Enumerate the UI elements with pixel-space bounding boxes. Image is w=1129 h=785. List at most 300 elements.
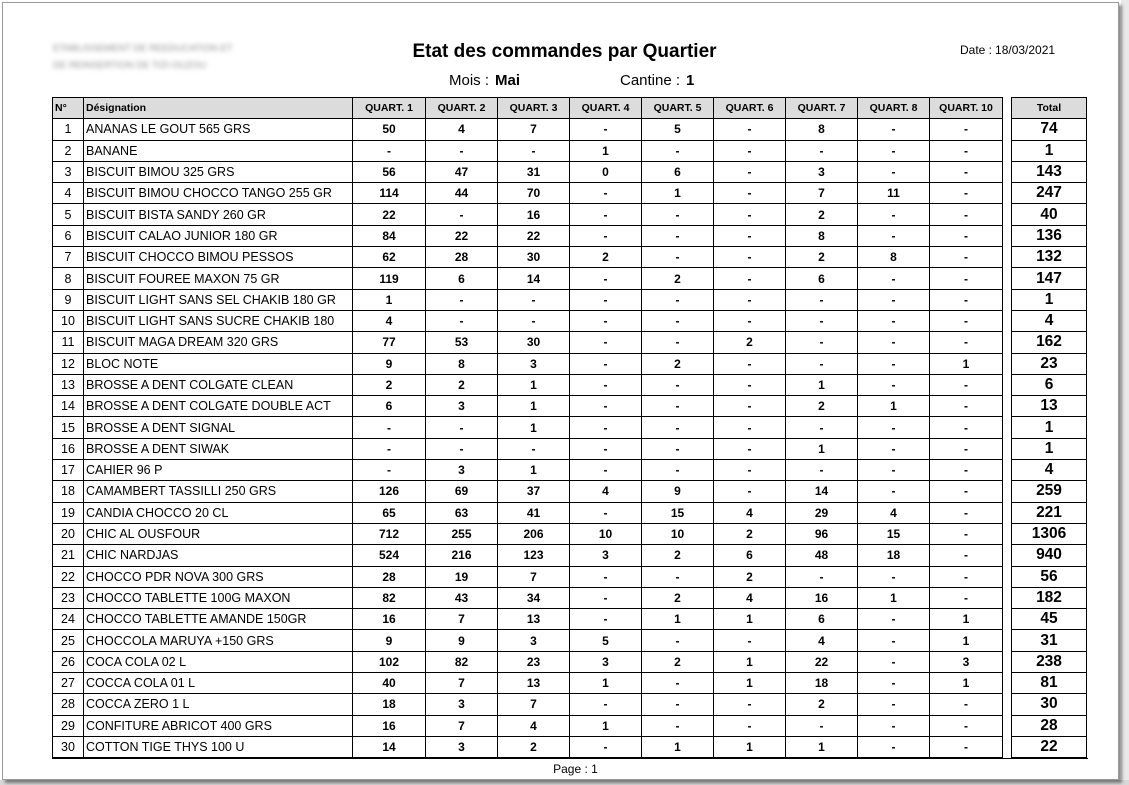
total-row (1012, 673, 1087, 694)
row-quart-value: - (858, 417, 930, 438)
row-quart-value: 1 (930, 353, 1003, 374)
row-quart-value: - (714, 374, 786, 395)
row-quart-value: - (858, 673, 930, 694)
row-quart-value: 16 (353, 715, 426, 736)
row-quart-value: 2 (642, 268, 714, 289)
row-designation: CHOCCO TABLETTE AMANDE 150GR (84, 609, 353, 630)
row-quart-value: 1 (498, 417, 570, 438)
table-row (53, 161, 1003, 182)
row-quart-value: - (930, 502, 1003, 523)
row-quart-value: 1 (930, 630, 1003, 651)
row-total: 1306 (1012, 523, 1087, 544)
row-quart-value: 8 (426, 353, 498, 374)
totals-header-row (1012, 98, 1087, 119)
row-quart-value: - (930, 736, 1003, 757)
row-number: 11 (53, 332, 84, 353)
row-quart-value: - (930, 268, 1003, 289)
row-quart-value: 48 (786, 545, 858, 566)
total-row (1012, 417, 1087, 438)
header-total: Total (1012, 98, 1087, 119)
row-quart-value: 8 (786, 225, 858, 246)
row-quart-value: - (642, 332, 714, 353)
row-total: 45 (1012, 609, 1087, 630)
row-quart-value: - (570, 268, 642, 289)
total-row (1012, 310, 1087, 331)
row-quart-value: 1 (714, 609, 786, 630)
row-quart-value: - (714, 183, 786, 204)
row-quart-value: - (858, 161, 930, 182)
row-designation: ANANAS LE GOUT 565 GRS (84, 119, 353, 140)
row-quart-value: 63 (426, 502, 498, 523)
total-row (1012, 715, 1087, 736)
row-total: 4 (1012, 310, 1087, 331)
row-quart-value: 13 (498, 609, 570, 630)
row-quart-value: - (930, 332, 1003, 353)
row-number: 15 (53, 417, 84, 438)
row-quart-value: - (570, 204, 642, 225)
row-quart-value: - (426, 417, 498, 438)
row-number: 26 (53, 651, 84, 672)
row-quart-value: - (858, 736, 930, 757)
row-quart-value: - (570, 609, 642, 630)
row-quart-value: 1 (498, 396, 570, 417)
row-quart-value: - (786, 715, 858, 736)
row-total: 31 (1012, 630, 1087, 651)
row-quart-value: 2 (786, 247, 858, 268)
row-quart-value: 1 (498, 460, 570, 481)
row-quart-value: - (858, 481, 930, 502)
table-row (53, 715, 1003, 736)
row-number: 30 (53, 736, 84, 757)
row-number: 3 (53, 161, 84, 182)
row-total: 143 (1012, 161, 1087, 182)
row-total: 259 (1012, 481, 1087, 502)
row-quart-value: 1 (498, 374, 570, 395)
row-quart-value: - (786, 332, 858, 353)
row-number: 9 (53, 289, 84, 310)
row-quart-value: - (642, 417, 714, 438)
row-number: 23 (53, 587, 84, 608)
row-quart-value: - (714, 715, 786, 736)
row-designation: BISCUIT MAGA DREAM 320 GRS (84, 332, 353, 353)
row-quart-value: 53 (426, 332, 498, 353)
viewer-background-right (1121, 0, 1129, 785)
report-date (960, 43, 1055, 57)
row-quart-value: 29 (786, 502, 858, 523)
header-num: N° (53, 98, 84, 119)
total-row (1012, 630, 1087, 651)
row-number: 24 (53, 609, 84, 630)
row-quart-value: - (930, 140, 1003, 161)
row-designation: CHIC NARDJAS (84, 545, 353, 566)
row-quart-value: 4 (714, 587, 786, 608)
row-quart-value: 1 (714, 736, 786, 757)
table-row (53, 566, 1003, 587)
row-quart-value: 4 (426, 119, 498, 140)
row-total: 56 (1012, 566, 1087, 587)
row-quart-value: - (858, 310, 930, 331)
row-total: 147 (1012, 268, 1087, 289)
row-number: 28 (53, 694, 84, 715)
row-quart-value: 69 (426, 481, 498, 502)
row-quart-value: 47 (426, 161, 498, 182)
total-row (1012, 460, 1087, 481)
row-quart-value: 13 (498, 673, 570, 694)
row-number: 21 (53, 545, 84, 566)
row-quart-value: 1 (642, 183, 714, 204)
total-row (1012, 396, 1087, 417)
row-quart-value: - (642, 310, 714, 331)
row-quart-value: 10 (570, 523, 642, 544)
total-row (1012, 502, 1087, 523)
row-quart-value: - (426, 289, 498, 310)
table-row (53, 332, 1003, 353)
row-total: 162 (1012, 332, 1087, 353)
row-quart-value: - (570, 417, 642, 438)
header-quart: QUART. 1 (353, 98, 426, 119)
row-quart-value: 2 (426, 374, 498, 395)
row-quart-value: 28 (426, 247, 498, 268)
row-quart-value: 50 (353, 119, 426, 140)
row-quart-value: 14 (498, 268, 570, 289)
row-number: 17 (53, 460, 84, 481)
row-quart-value: 6 (353, 396, 426, 417)
table-row (53, 736, 1003, 757)
page-label: Page : (553, 762, 588, 776)
row-quart-value: - (714, 438, 786, 459)
row-quart-value: - (570, 353, 642, 374)
table-row (53, 119, 1003, 140)
row-quart-value: 82 (426, 651, 498, 672)
table-row (53, 609, 1003, 630)
total-row (1012, 736, 1087, 757)
row-quart-value: - (786, 140, 858, 161)
table-row (53, 523, 1003, 544)
row-quart-value: - (714, 460, 786, 481)
row-designation: BANANE (84, 140, 353, 161)
row-total: 1 (1012, 417, 1087, 438)
row-total: 1 (1012, 438, 1087, 459)
row-quart-value: 14 (353, 736, 426, 757)
row-quart-value: 1 (570, 673, 642, 694)
row-quart-value: 84 (353, 225, 426, 246)
row-quart-value: - (714, 268, 786, 289)
table-row (53, 460, 1003, 481)
row-quart-value: - (858, 609, 930, 630)
row-quart-value: 6 (786, 268, 858, 289)
footer-divider (52, 758, 1088, 759)
row-quart-value: - (930, 183, 1003, 204)
table-row (53, 481, 1003, 502)
total-row (1012, 481, 1087, 502)
row-number: 29 (53, 715, 84, 736)
row-number: 4 (53, 183, 84, 204)
table-row (53, 545, 1003, 566)
row-quart-value: 7 (498, 566, 570, 587)
row-quart-value: - (570, 225, 642, 246)
row-quart-value: 62 (353, 247, 426, 268)
page-number (0, 762, 1129, 776)
row-designation: CONFITURE ABRICOT 400 GRS (84, 715, 353, 736)
row-number: 13 (53, 374, 84, 395)
row-designation: BISCUIT CALAO JUNIOR 180 GR (84, 225, 353, 246)
viewer-background-bottom (0, 780, 1129, 785)
total-row (1012, 545, 1087, 566)
row-quart-value: 34 (498, 587, 570, 608)
total-row (1012, 374, 1087, 395)
total-row (1012, 438, 1087, 459)
row-quart-value: 2 (786, 396, 858, 417)
total-row (1012, 183, 1087, 204)
row-number: 10 (53, 310, 84, 331)
row-quart-value: - (570, 183, 642, 204)
row-quart-value: 1 (570, 140, 642, 161)
row-quart-value: - (714, 204, 786, 225)
total-row (1012, 694, 1087, 715)
row-quart-value: - (930, 523, 1003, 544)
row-number: 14 (53, 396, 84, 417)
row-quart-value: 1 (858, 587, 930, 608)
total-row (1012, 651, 1087, 672)
row-quart-value: - (858, 651, 930, 672)
row-quart-value: 102 (353, 651, 426, 672)
row-quart-value: - (930, 310, 1003, 331)
total-row (1012, 587, 1087, 608)
row-quart-value: 31 (498, 161, 570, 182)
row-quart-value: 82 (353, 587, 426, 608)
row-quart-value: - (570, 502, 642, 523)
row-total: 136 (1012, 225, 1087, 246)
table-row (53, 225, 1003, 246)
row-quart-value: 3 (498, 353, 570, 374)
total-row (1012, 523, 1087, 544)
row-quart-value: - (426, 310, 498, 331)
row-quart-value: 23 (498, 651, 570, 672)
row-quart-value: 28 (353, 566, 426, 587)
row-number: 7 (53, 247, 84, 268)
header-quart: QUART. 7 (786, 98, 858, 119)
row-quart-value: 1 (786, 736, 858, 757)
row-quart-value: 18 (786, 673, 858, 694)
row-designation: BISCUIT BIMOU 325 GRS (84, 161, 353, 182)
row-quart-value: - (426, 438, 498, 459)
row-quart-value: 2 (642, 587, 714, 608)
header-quart: QUART. 6 (714, 98, 786, 119)
row-quart-value: 3 (570, 651, 642, 672)
table-row (53, 630, 1003, 651)
header-quart: QUART. 2 (426, 98, 498, 119)
row-total: 81 (1012, 673, 1087, 694)
row-quart-value: 2 (642, 651, 714, 672)
row-quart-value: - (858, 204, 930, 225)
row-quart-value: 18 (858, 545, 930, 566)
row-quart-value: - (570, 566, 642, 587)
row-quart-value: 123 (498, 545, 570, 566)
mois-field (449, 72, 520, 89)
row-quart-value: 2 (714, 523, 786, 544)
row-quart-value: 2 (642, 353, 714, 374)
row-quart-value: - (930, 396, 1003, 417)
row-designation: BROSSE A DENT COLGATE CLEAN (84, 374, 353, 395)
row-quart-value: - (930, 460, 1003, 481)
row-quart-value: - (570, 310, 642, 331)
row-quart-value: - (642, 396, 714, 417)
organization-line-1: ETABLISSEMENT DE REEDUCATION ET (53, 43, 233, 54)
table-row (53, 673, 1003, 694)
cantine-field (620, 72, 694, 89)
row-quart-value: - (930, 566, 1003, 587)
row-designation: BISCUIT LIGHT SANS SEL CHAKIB 180 GR (84, 289, 353, 310)
row-designation: COCA COLA 02 L (84, 651, 353, 672)
row-designation: BISCUIT LIGHT SANS SUCRE CHAKIB 180 (84, 310, 353, 331)
row-quart-value: 4 (714, 502, 786, 523)
row-quart-value: - (426, 140, 498, 161)
header-quart: QUART. 3 (498, 98, 570, 119)
report-title: Etat des commandes par Quartier (412, 41, 717, 62)
row-quart-value: - (642, 289, 714, 310)
row-quart-value: 3 (570, 545, 642, 566)
row-quart-value: 6 (642, 161, 714, 182)
row-quart-value: - (858, 694, 930, 715)
row-designation: CHOCCO PDR NOVA 300 GRS (84, 566, 353, 587)
row-quart-value: 1 (858, 396, 930, 417)
total-row (1012, 332, 1087, 353)
orders-table (52, 97, 1003, 758)
row-quart-value: 206 (498, 523, 570, 544)
row-quart-value: 14 (786, 481, 858, 502)
row-quart-value: - (570, 119, 642, 140)
row-quart-value: - (858, 332, 930, 353)
row-quart-value: 4 (786, 630, 858, 651)
row-quart-value: 7 (426, 609, 498, 630)
row-quart-value: - (930, 247, 1003, 268)
row-quart-value: - (353, 438, 426, 459)
row-total: 30 (1012, 694, 1087, 715)
row-quart-value: - (714, 630, 786, 651)
row-quart-value: 6 (426, 268, 498, 289)
row-quart-value: - (714, 225, 786, 246)
row-quart-value: 70 (498, 183, 570, 204)
row-quart-value: 16 (498, 204, 570, 225)
row-number: 19 (53, 502, 84, 523)
table-row (53, 247, 1003, 268)
row-quart-value: - (858, 353, 930, 374)
row-quart-value: 4 (353, 310, 426, 331)
row-number: 8 (53, 268, 84, 289)
row-quart-value: 77 (353, 332, 426, 353)
row-designation: BROSSE A DENT COLGATE DOUBLE ACT (84, 396, 353, 417)
row-quart-value: 3 (498, 630, 570, 651)
total-row (1012, 204, 1087, 225)
row-quart-value: - (858, 374, 930, 395)
row-quart-value: - (642, 715, 714, 736)
table-row (53, 502, 1003, 523)
row-total: 182 (1012, 587, 1087, 608)
row-total: 23 (1012, 353, 1087, 374)
row-quart-value: - (353, 460, 426, 481)
row-quart-value: 7 (498, 119, 570, 140)
row-designation: BISCUIT FOUREE MAXON 75 GR (84, 268, 353, 289)
row-quart-value: - (714, 310, 786, 331)
row-quart-value: 44 (426, 183, 498, 204)
row-quart-value: - (930, 587, 1003, 608)
row-quart-value: 43 (426, 587, 498, 608)
row-quart-value: - (570, 374, 642, 395)
organization-line-2: DE REINSERTION DE TIZI-OUZOU (53, 60, 207, 71)
row-quart-value: 16 (786, 587, 858, 608)
row-quart-value: - (642, 204, 714, 225)
row-quart-value: 6 (714, 545, 786, 566)
row-quart-value: - (858, 225, 930, 246)
row-quart-value: - (570, 460, 642, 481)
row-total: 13 (1012, 396, 1087, 417)
row-quart-value: - (930, 481, 1003, 502)
header-designation: Désignation (84, 98, 353, 119)
row-quart-value: 1 (930, 609, 1003, 630)
row-quart-value: 7 (786, 183, 858, 204)
row-total: 1 (1012, 289, 1087, 310)
row-designation: CHOCCOLA MARUYA +150 GRS (84, 630, 353, 651)
row-quart-value: 65 (353, 502, 426, 523)
row-total: 247 (1012, 183, 1087, 204)
row-total: 132 (1012, 247, 1087, 268)
row-designation: COTTON TIGE THYS 100 U (84, 736, 353, 757)
row-quart-value: 1 (786, 374, 858, 395)
row-quart-value: - (570, 396, 642, 417)
row-designation: CAHIER 96 P (84, 460, 353, 481)
row-quart-value: - (642, 694, 714, 715)
row-quart-value: 22 (786, 651, 858, 672)
row-total: 4 (1012, 460, 1087, 481)
row-quart-value: 1 (570, 715, 642, 736)
row-quart-value: - (714, 140, 786, 161)
date-label: Date : (960, 43, 993, 57)
table-row (53, 374, 1003, 395)
row-quart-value: - (858, 268, 930, 289)
row-quart-value: 9 (426, 630, 498, 651)
row-quart-value: - (714, 289, 786, 310)
table-row (53, 183, 1003, 204)
row-quart-value: 96 (786, 523, 858, 544)
row-quart-value: 3 (426, 396, 498, 417)
row-designation: BISCUIT BISTA SANDY 260 GR (84, 204, 353, 225)
row-quart-value: - (642, 460, 714, 481)
row-quart-value: - (786, 460, 858, 481)
table-row (53, 396, 1003, 417)
row-quart-value: 4 (498, 715, 570, 736)
row-quart-value: - (930, 204, 1003, 225)
row-total: 221 (1012, 502, 1087, 523)
row-quart-value: 1 (786, 438, 858, 459)
row-quart-value: - (714, 417, 786, 438)
row-quart-value: - (426, 204, 498, 225)
row-quart-value: 3 (786, 161, 858, 182)
row-quart-value: 4 (858, 502, 930, 523)
row-quart-value: - (858, 140, 930, 161)
row-designation: COCCA COLA 01 L (84, 673, 353, 694)
row-quart-value: - (714, 247, 786, 268)
row-designation: COCCA ZERO 1 L (84, 694, 353, 715)
row-quart-value: - (930, 119, 1003, 140)
row-quart-value: 9 (353, 630, 426, 651)
row-quart-value: 7 (426, 715, 498, 736)
row-total: 22 (1012, 736, 1087, 757)
total-row (1012, 140, 1087, 161)
row-total: 940 (1012, 545, 1087, 566)
row-quart-value: 19 (426, 566, 498, 587)
row-quart-value: - (642, 225, 714, 246)
total-row (1012, 247, 1087, 268)
